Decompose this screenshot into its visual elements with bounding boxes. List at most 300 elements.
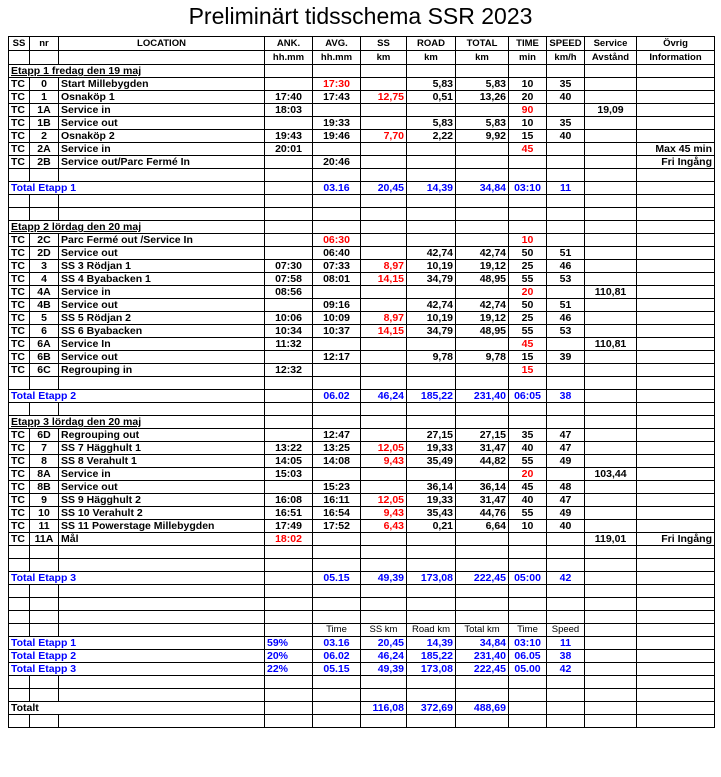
speed-cell: 53 xyxy=(547,325,585,338)
time-cell: 15 xyxy=(509,364,547,377)
empty-cell xyxy=(547,195,585,208)
empty-cell xyxy=(585,65,637,78)
empty-cell xyxy=(59,715,265,728)
empty-cell xyxy=(30,169,59,182)
empty-cell xyxy=(509,377,547,390)
empty-cell xyxy=(509,559,547,572)
total-km-cell: 19,12 xyxy=(456,312,509,325)
service-distance-cell xyxy=(585,507,637,520)
departure-cell: 09:16 xyxy=(313,299,361,312)
empty-cell xyxy=(585,624,637,637)
schedule-row xyxy=(9,130,715,143)
time-cell: 40 xyxy=(509,442,547,455)
ss-cell: TC xyxy=(9,429,30,442)
service-distance-cell: 119,01 xyxy=(585,533,637,546)
empty-cell xyxy=(265,377,313,390)
info-cell xyxy=(637,130,715,143)
empty-cell xyxy=(30,676,59,689)
arrival-cell xyxy=(265,78,313,91)
location-cell: Regrouping out xyxy=(59,429,265,442)
empty-cell xyxy=(30,208,59,221)
nr-cell: 6 xyxy=(30,325,59,338)
road-km-cell: 2,22 xyxy=(407,130,456,143)
empty-cell xyxy=(30,377,59,390)
summary-duration: 05.00 xyxy=(509,663,547,676)
location-cell: Start Millebygden xyxy=(59,78,265,91)
empty-cell xyxy=(585,598,637,611)
total-ss-km-cell: 49,39 xyxy=(361,572,407,585)
ss-cell: TC xyxy=(9,130,30,143)
empty-cell xyxy=(509,715,547,728)
speed-cell xyxy=(547,364,585,377)
header-road-km: ROAD xyxy=(407,37,456,51)
empty-cell xyxy=(407,208,456,221)
service-distance-cell xyxy=(585,494,637,507)
road-km-cell xyxy=(407,104,456,117)
ss-km-cell xyxy=(361,286,407,299)
speed-cell: 48 xyxy=(547,481,585,494)
empty-cell xyxy=(637,208,715,221)
empty-cell xyxy=(509,208,547,221)
summary-percent: 20% xyxy=(265,650,313,663)
service-distance-cell xyxy=(585,247,637,260)
service-distance-cell xyxy=(585,455,637,468)
total-km-cell: 27,15 xyxy=(456,429,509,442)
empty-cell xyxy=(547,689,585,702)
time-cell: 55 xyxy=(509,325,547,338)
empty-cell xyxy=(361,559,407,572)
ss-km-cell xyxy=(361,481,407,494)
empty-cell xyxy=(361,416,407,429)
info-cell: Fri Ingång xyxy=(637,156,715,169)
nr-cell: 4B xyxy=(30,299,59,312)
departure-cell: 19:46 xyxy=(313,130,361,143)
total-km-cell: 13,26 xyxy=(456,91,509,104)
grand-total-row xyxy=(9,702,715,715)
empty-cell xyxy=(9,585,30,598)
road-km-cell: 9,78 xyxy=(407,351,456,364)
ss-km-cell xyxy=(361,156,407,169)
summary-label: Total Etapp 2 xyxy=(9,650,265,663)
empty-cell xyxy=(265,195,313,208)
road-km-cell: 35,49 xyxy=(407,455,456,468)
total-km-cell: 36,14 xyxy=(456,481,509,494)
empty-cell xyxy=(509,416,547,429)
road-km-cell: 42,74 xyxy=(407,247,456,260)
info-cell xyxy=(637,507,715,520)
total-duration-cell: 05:00 xyxy=(509,572,547,585)
empty-cell xyxy=(456,169,509,182)
info-cell xyxy=(637,520,715,533)
road-km-cell: 10,19 xyxy=(407,260,456,273)
info-cell xyxy=(637,260,715,273)
empty-cell xyxy=(547,221,585,234)
time-cell: 20 xyxy=(509,286,547,299)
empty-cell xyxy=(9,624,30,637)
empty-cell xyxy=(585,546,637,559)
location-cell: SS 6 Byabacken xyxy=(59,325,265,338)
info-cell xyxy=(637,78,715,91)
empty-row xyxy=(9,377,715,390)
road-km-cell: 42,74 xyxy=(407,299,456,312)
empty-cell xyxy=(585,585,637,598)
ss-cell: TC xyxy=(9,494,30,507)
empty-row xyxy=(9,598,715,611)
time-cell: 10 xyxy=(509,78,547,91)
stage-header-row xyxy=(9,65,715,78)
service-distance-cell xyxy=(585,429,637,442)
summary-percent: 22% xyxy=(265,663,313,676)
empty-cell xyxy=(547,208,585,221)
empty-cell xyxy=(313,195,361,208)
time-cell xyxy=(509,156,547,169)
header-ss-km: km xyxy=(361,51,407,65)
total-km-cell xyxy=(456,533,509,546)
total-road-km-cell: 173,08 xyxy=(407,572,456,585)
total-speed-cell: 38 xyxy=(547,390,585,403)
empty-cell xyxy=(59,676,265,689)
empty-row xyxy=(9,195,715,208)
empty-cell xyxy=(547,702,585,715)
schedule-row xyxy=(9,533,715,546)
empty-cell xyxy=(585,676,637,689)
speed-cell: 49 xyxy=(547,455,585,468)
ss-km-cell xyxy=(361,234,407,247)
speed-cell xyxy=(547,286,585,299)
ss-cell: TC xyxy=(9,312,30,325)
nr-cell: 3 xyxy=(30,260,59,273)
empty-cell xyxy=(637,611,715,624)
empty-cell xyxy=(407,377,456,390)
road-km-cell: 5,83 xyxy=(407,78,456,91)
summary-ss-km: 46,24 xyxy=(361,650,407,663)
total-km-cell: 6,64 xyxy=(456,520,509,533)
empty-row xyxy=(9,546,715,559)
arrival-cell xyxy=(265,351,313,364)
ss-cell: TC xyxy=(9,338,30,351)
time-cell: 15 xyxy=(509,130,547,143)
departure-cell: 06:30 xyxy=(313,234,361,247)
nr-cell: 8B xyxy=(30,481,59,494)
speed-cell xyxy=(547,234,585,247)
schedule-row xyxy=(9,143,715,156)
empty-cell xyxy=(59,169,265,182)
summary-duration: 03:10 xyxy=(509,637,547,650)
schedule-row xyxy=(9,338,715,351)
ss-km-cell: 8,97 xyxy=(361,260,407,273)
empty-cell xyxy=(407,416,456,429)
time-cell: 55 xyxy=(509,455,547,468)
header-info: Information xyxy=(637,51,715,65)
ss-km-cell xyxy=(361,299,407,312)
empty-cell xyxy=(547,585,585,598)
arrival-cell: 16:51 xyxy=(265,507,313,520)
total-km-cell xyxy=(456,143,509,156)
schedule-row xyxy=(9,234,715,247)
total-km-cell xyxy=(456,104,509,117)
empty-cell xyxy=(456,208,509,221)
empty-cell xyxy=(265,390,313,403)
empty-cell xyxy=(313,221,361,234)
empty-cell xyxy=(9,559,30,572)
summary-head-speed: Speed xyxy=(547,624,585,637)
empty-cell xyxy=(313,676,361,689)
schedule-row xyxy=(9,520,715,533)
schedule-row xyxy=(9,104,715,117)
arrival-cell xyxy=(265,429,313,442)
empty-row xyxy=(9,715,715,728)
service-distance-cell xyxy=(585,351,637,364)
arrival-cell: 20:01 xyxy=(265,143,313,156)
location-cell: Service out xyxy=(59,481,265,494)
summary-total-km: 222,45 xyxy=(456,663,509,676)
stage-header-row xyxy=(9,416,715,429)
departure-cell xyxy=(313,143,361,156)
ss-km-cell: 12,75 xyxy=(361,91,407,104)
ss-km-cell: 12,05 xyxy=(361,442,407,455)
arrival-cell: 17:49 xyxy=(265,520,313,533)
empty-cell xyxy=(407,689,456,702)
speed-cell: 47 xyxy=(547,442,585,455)
ss-cell: TC xyxy=(9,247,30,260)
ss-cell: TC xyxy=(9,117,30,130)
empty-cell xyxy=(585,390,637,403)
speed-cell xyxy=(547,104,585,117)
nr-cell: 11 xyxy=(30,520,59,533)
location-cell: SS 3 Rödjan 1 xyxy=(59,260,265,273)
time-cell: 50 xyxy=(509,299,547,312)
ss-cell: TC xyxy=(9,104,30,117)
info-cell xyxy=(637,273,715,286)
empty-cell xyxy=(313,403,361,416)
summary-head-road-km: Road km xyxy=(407,624,456,637)
empty-cell xyxy=(313,598,361,611)
empty-cell xyxy=(265,624,313,637)
empty-cell xyxy=(313,546,361,559)
total-duration-cell: 06:05 xyxy=(509,390,547,403)
header-ss-km: SS xyxy=(361,37,407,51)
location-cell: SS 8 Verahult 1 xyxy=(59,455,265,468)
schedule-row xyxy=(9,286,715,299)
location-cell: Service in xyxy=(59,104,265,117)
ss-km-cell xyxy=(361,351,407,364)
header-speed: SPEED xyxy=(547,37,585,51)
empty-cell xyxy=(637,585,715,598)
road-km-cell xyxy=(407,338,456,351)
empty-cell xyxy=(637,546,715,559)
service-distance-cell xyxy=(585,156,637,169)
road-km-cell: 34,79 xyxy=(407,325,456,338)
speed-cell: 51 xyxy=(547,299,585,312)
info-cell: Fri Ingång xyxy=(637,533,715,546)
speed-cell: 53 xyxy=(547,273,585,286)
departure-cell: 15:23 xyxy=(313,481,361,494)
empty-cell xyxy=(265,715,313,728)
total-road-km-cell: 14,39 xyxy=(407,182,456,195)
empty-cell xyxy=(265,702,313,715)
empty-cell xyxy=(509,689,547,702)
road-km-cell: 36,14 xyxy=(407,481,456,494)
service-distance-cell: 103,44 xyxy=(585,468,637,481)
empty-cell xyxy=(59,377,265,390)
nr-cell: 6C xyxy=(30,364,59,377)
departure-cell xyxy=(313,286,361,299)
empty-row xyxy=(9,559,715,572)
total-road-km-cell: 185,22 xyxy=(407,390,456,403)
empty-cell xyxy=(265,416,313,429)
nr-cell: 2A xyxy=(30,143,59,156)
schedule-row xyxy=(9,273,715,286)
empty-row xyxy=(9,169,715,182)
nr-cell: 0 xyxy=(30,78,59,91)
service-distance-cell xyxy=(585,325,637,338)
empty-cell xyxy=(509,65,547,78)
departure-cell: 19:33 xyxy=(313,117,361,130)
total-km-cell: 9,92 xyxy=(456,130,509,143)
schedule-row xyxy=(9,260,715,273)
empty-cell xyxy=(585,650,637,663)
location-cell: Service out/Parc Fermé In xyxy=(59,156,265,169)
departure-cell: 20:46 xyxy=(313,156,361,169)
empty-cell xyxy=(456,377,509,390)
empty-cell xyxy=(637,650,715,663)
time-cell: 20 xyxy=(509,91,547,104)
location-cell: Service In xyxy=(59,338,265,351)
summary-speed: 42 xyxy=(547,663,585,676)
speed-cell: 40 xyxy=(547,91,585,104)
empty-cell xyxy=(585,689,637,702)
empty-cell xyxy=(9,611,30,624)
ss-cell: TC xyxy=(9,273,30,286)
empty-cell xyxy=(456,416,509,429)
arrival-cell: 17:40 xyxy=(265,91,313,104)
service-distance-cell xyxy=(585,117,637,130)
empty-cell xyxy=(456,546,509,559)
summary-ss-km: 20,45 xyxy=(361,637,407,650)
empty-cell xyxy=(456,676,509,689)
location-cell: Service out xyxy=(59,299,265,312)
empty-cell xyxy=(265,611,313,624)
nr-cell: 7 xyxy=(30,442,59,455)
empty-cell xyxy=(361,585,407,598)
speed-cell: 47 xyxy=(547,494,585,507)
schedule-row xyxy=(9,312,715,325)
empty-cell xyxy=(456,65,509,78)
schedule-row xyxy=(9,429,715,442)
ss-km-cell xyxy=(361,78,407,91)
departure-cell xyxy=(313,364,361,377)
empty-cell xyxy=(30,624,59,637)
service-distance-cell xyxy=(585,312,637,325)
service-distance-cell xyxy=(585,234,637,247)
header-avg: hh.mm xyxy=(313,51,361,65)
empty-cell xyxy=(9,195,30,208)
empty-cell xyxy=(637,195,715,208)
empty-cell xyxy=(313,416,361,429)
empty-cell xyxy=(265,546,313,559)
road-km-cell: 0,21 xyxy=(407,520,456,533)
arrival-cell: 14:05 xyxy=(265,455,313,468)
total-km-cell: 34,84 xyxy=(456,182,509,195)
empty-cell xyxy=(9,689,30,702)
ss-km-cell xyxy=(361,117,407,130)
empty-cell xyxy=(547,546,585,559)
arrival-cell: 08:56 xyxy=(265,286,313,299)
info-cell xyxy=(637,481,715,494)
location-cell: Service out xyxy=(59,351,265,364)
nr-cell: 8A xyxy=(30,468,59,481)
departure-cell xyxy=(313,104,361,117)
schedule-table xyxy=(8,36,715,728)
empty-cell xyxy=(637,663,715,676)
empty-cell xyxy=(407,585,456,598)
total-km-cell: 42,74 xyxy=(456,299,509,312)
empty-cell xyxy=(509,195,547,208)
summary-head-time: Time xyxy=(313,624,361,637)
empty-cell xyxy=(313,559,361,572)
empty-cell xyxy=(9,169,30,182)
location-cell: Service in xyxy=(59,468,265,481)
stage-total-row xyxy=(9,182,715,195)
empty-cell xyxy=(59,585,265,598)
total-ss-km-cell: 20,45 xyxy=(361,182,407,195)
empty-cell xyxy=(361,676,407,689)
info-cell xyxy=(637,247,715,260)
empty-cell xyxy=(9,546,30,559)
empty-cell xyxy=(509,169,547,182)
road-km-cell xyxy=(407,234,456,247)
empty-cell xyxy=(407,195,456,208)
empty-cell xyxy=(547,169,585,182)
arrival-cell xyxy=(265,299,313,312)
departure-cell: 08:01 xyxy=(313,273,361,286)
speed-cell xyxy=(547,468,585,481)
ss-km-cell xyxy=(361,338,407,351)
ss-km-cell: 6,43 xyxy=(361,520,407,533)
service-distance-cell xyxy=(585,91,637,104)
ss-cell: TC xyxy=(9,364,30,377)
stage-title: Etapp 1 fredag den 19 maj xyxy=(9,65,265,78)
empty-cell xyxy=(265,65,313,78)
info-cell xyxy=(637,442,715,455)
road-km-cell xyxy=(407,533,456,546)
empty-cell xyxy=(30,598,59,611)
schedule-row xyxy=(9,299,715,312)
summary-road-km: 173,08 xyxy=(407,663,456,676)
nr-cell: 9 xyxy=(30,494,59,507)
empty-cell xyxy=(637,390,715,403)
empty-cell xyxy=(361,598,407,611)
page-title: Preliminärt tidsschema SSR 2023 xyxy=(188,3,533,29)
speed-cell: 47 xyxy=(547,429,585,442)
nr-cell: 2D xyxy=(30,247,59,260)
empty-cell xyxy=(637,221,715,234)
arrival-cell: 19:43 xyxy=(265,130,313,143)
empty-cell xyxy=(313,585,361,598)
total-km-cell: 5,83 xyxy=(456,78,509,91)
total-speed-cell: 42 xyxy=(547,572,585,585)
location-cell: SS 10 Verahult 2 xyxy=(59,507,265,520)
nr-cell: 10 xyxy=(30,507,59,520)
departure-cell xyxy=(313,533,361,546)
arrival-cell: 10:06 xyxy=(265,312,313,325)
total-km-cell: 31,47 xyxy=(456,494,509,507)
empty-row xyxy=(9,403,715,416)
ss-km-cell xyxy=(361,364,407,377)
arrival-cell: 18:02 xyxy=(265,533,313,546)
arrival-cell: 07:58 xyxy=(265,273,313,286)
speed-cell xyxy=(547,338,585,351)
